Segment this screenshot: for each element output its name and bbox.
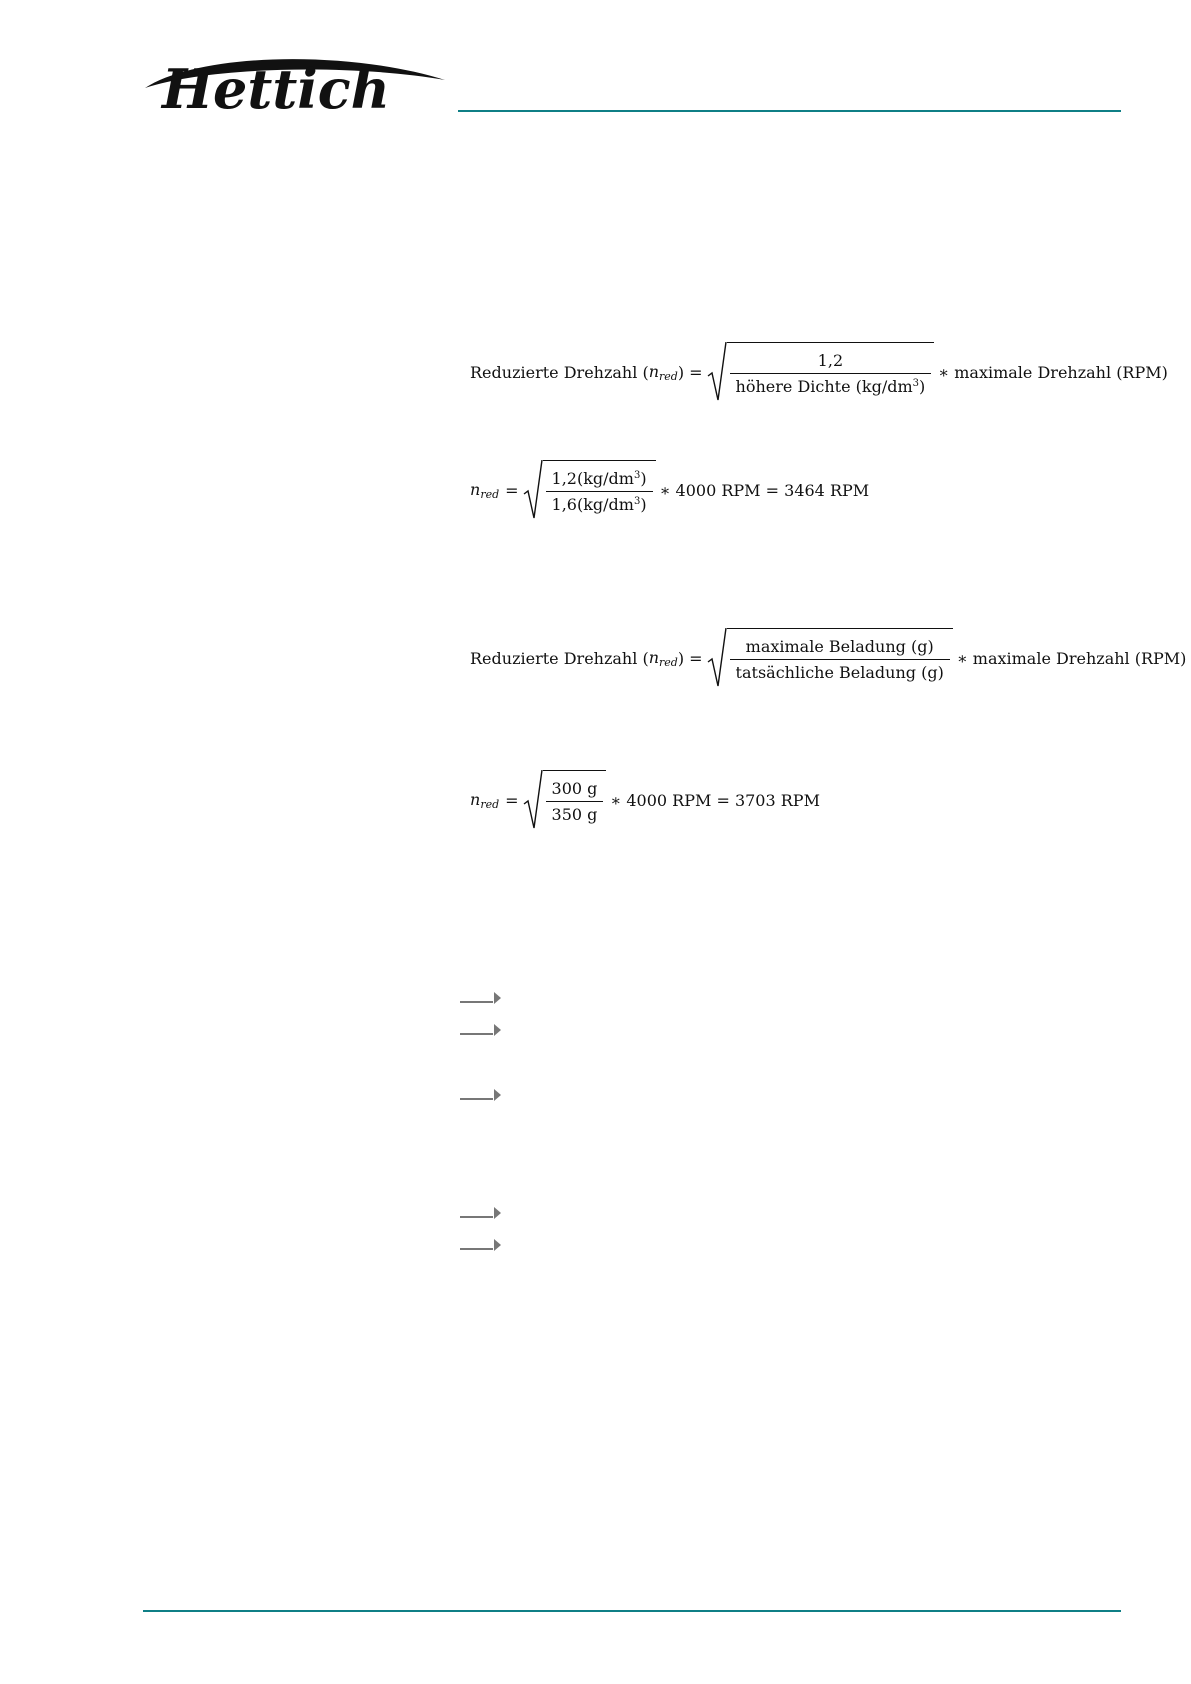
formula-rhs: ∗ 4000 RPM = 3464 RPM [659,480,870,500]
square-root [523,460,656,520]
formula-rhs: ∗ 4000 RPM = 3703 RPM [610,790,820,810]
equals-sign: = [505,480,519,500]
formula-lhs: Reduzierte Drehzahl ( [470,648,649,668]
arrow-right-icon [460,1087,502,1103]
formula-lhs-close: ) = [677,648,703,668]
variable-n-red: $n_{red}$ [648,361,678,383]
arrow-right-icon [460,1237,502,1253]
square-root [523,770,607,830]
arrow-right-icon [460,1205,502,1221]
radical-sign [523,770,543,830]
formula-lhs-close: ) = [677,362,703,382]
fraction-denominator: tatsächliche Beladung (g) [730,659,950,682]
fraction-denominator: 350 g [546,801,604,824]
variable-n-red: $n_{red}$ [470,479,500,501]
formula-rhs: ∗ maximale Drehzahl (RPM) [956,648,1187,668]
square-root [707,342,935,402]
formula-lhs: Reduzierte Drehzahl ( [470,362,649,382]
formula-reduced-speed-load [470,628,1186,688]
fraction [730,351,932,396]
formula-example-density [470,460,869,520]
radical-sign [707,628,727,688]
fraction [730,637,950,682]
hettich-logo [140,50,450,120]
fraction-numerator: $1,2(kg/dm^3)$ [551,469,647,488]
fraction [546,469,653,514]
fraction-numerator: 300 g [551,779,598,798]
svg-text:Hettich: Hettich [162,57,390,120]
arrow-right-icon [460,990,502,1006]
square-root [707,628,953,688]
equals-sign: = [505,790,519,810]
arrow-right-icon [460,1022,502,1038]
radical-sign [523,460,543,520]
fraction-denominator: höhere Dichte $(kg/dm^3)$ [730,373,932,396]
fraction-denominator: $1,6(kg/dm^3)$ [546,491,653,514]
variable-n-red: $n_{red}$ [648,647,678,669]
fraction [546,779,604,824]
formula-example-load [470,770,820,830]
radical-sign [707,342,727,402]
footer-rule [143,1610,1121,1612]
header-rule [458,110,1121,112]
fraction-numerator: maximale Beladung (g) [745,637,934,656]
variable-n-red: $n_{red}$ [470,789,500,811]
formula-rhs: ∗ maximale Drehzahl (RPM) [938,362,1168,382]
fraction-numerator: 1,2 [817,351,844,370]
formula-reduced-speed-density [470,342,1168,402]
